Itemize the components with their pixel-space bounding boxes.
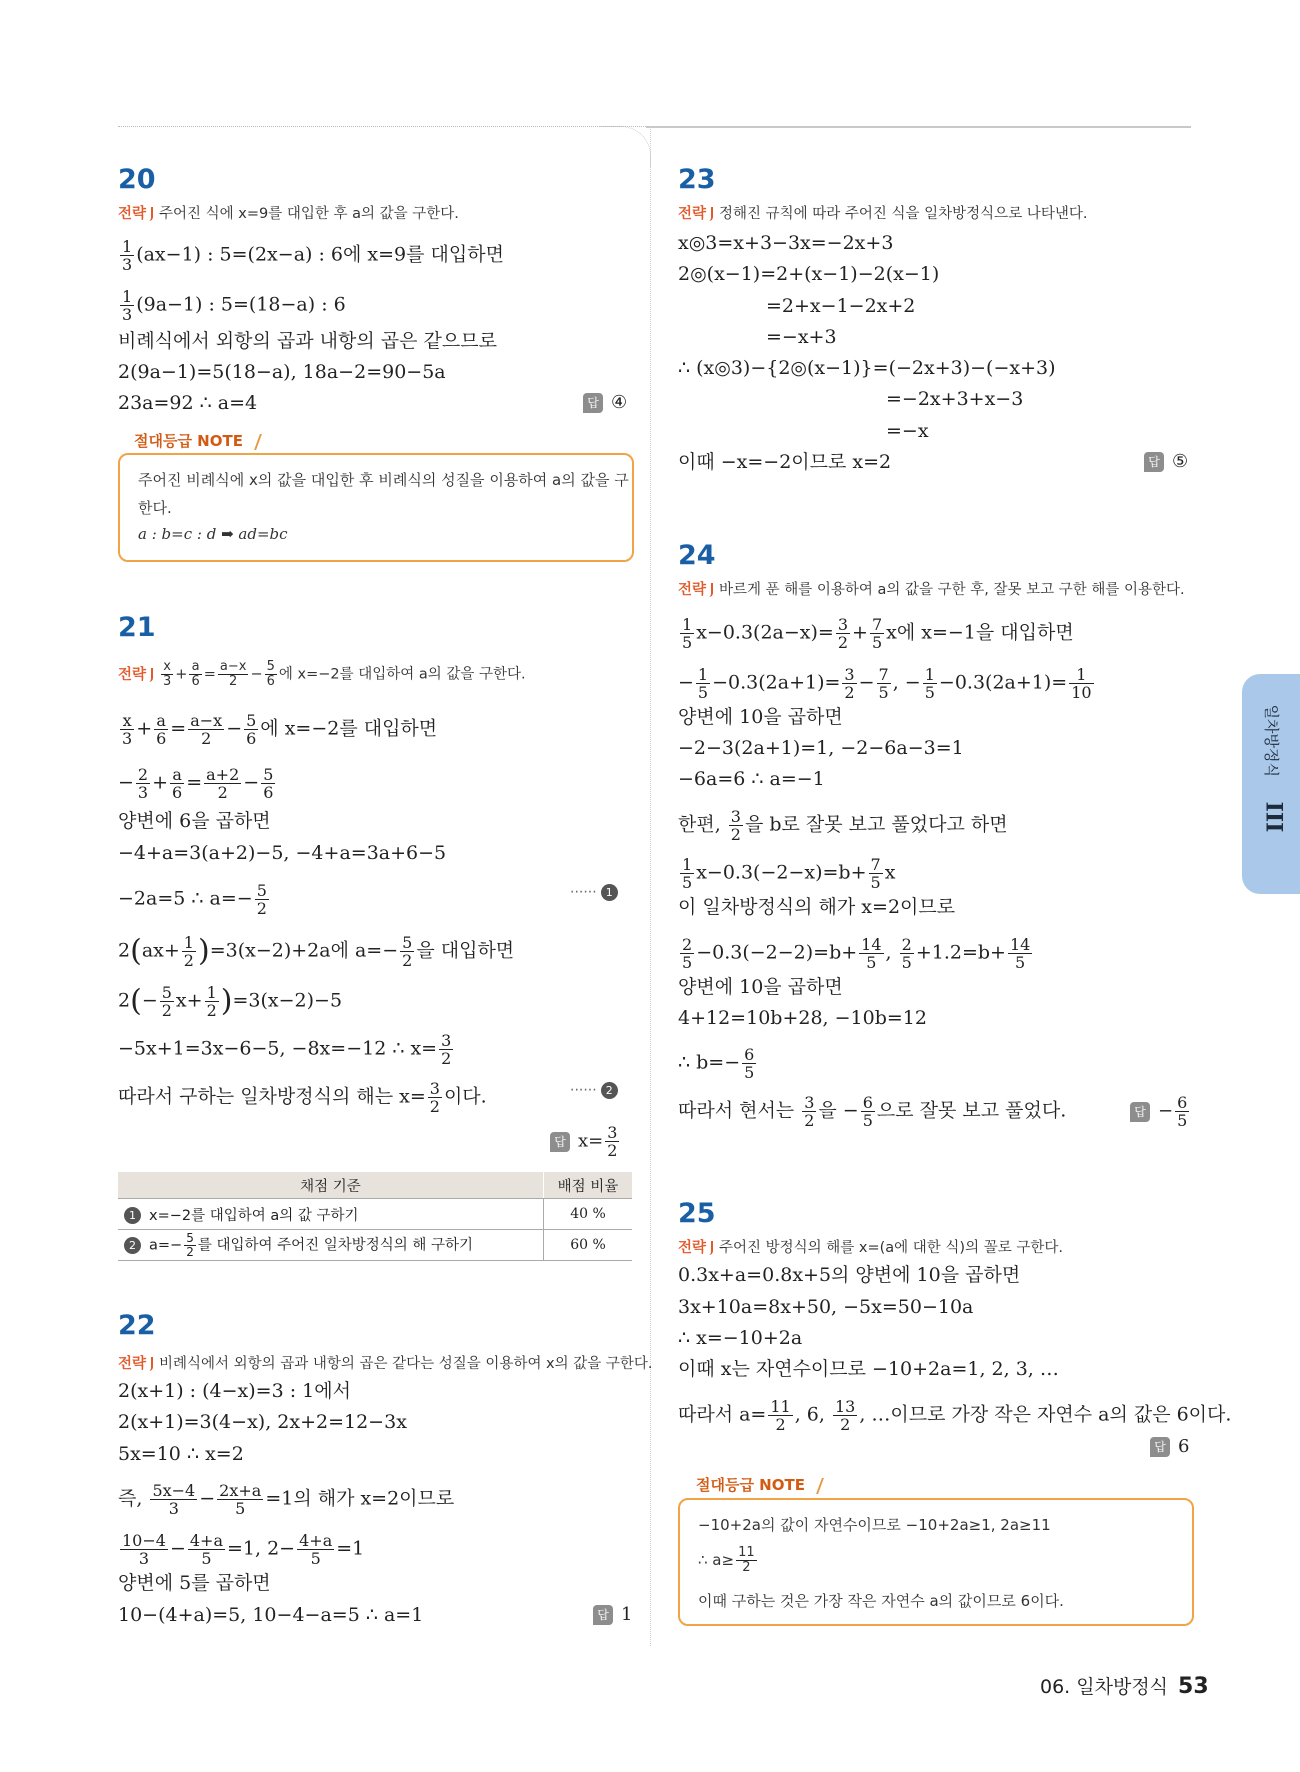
p24-answer-value: − bbox=[1158, 1100, 1174, 1122]
p22-line-4-text: =1의 해가 x=2이므로 bbox=[265, 1487, 455, 1510]
p20-line-4: 2(9a−1)=5(18−a), 18a−2=90−5a bbox=[118, 361, 446, 383]
strategy-tag: 전략 bbox=[118, 207, 153, 221]
step-1-icon: 1 bbox=[601, 884, 618, 901]
top-rule-right bbox=[646, 126, 1191, 128]
p24-line-10: 양변에 10을 곱하면 bbox=[678, 976, 843, 998]
criteria-cell: 2 a=− $\frac{5}{2}$ 를 대입하여 주어진 일차방정식의 해 구하기 bbox=[118, 1230, 544, 1261]
ratio-cell: 40 % bbox=[544, 1199, 633, 1230]
problem-22-strategy bbox=[118, 1352, 653, 1373]
column-divider bbox=[650, 126, 652, 1646]
problem-20-strategy bbox=[118, 202, 459, 223]
p25-answer bbox=[1150, 1436, 1189, 1457]
strategy-text: 에 x=−2를 대입하여 a의 값을 구한다. bbox=[278, 666, 526, 683]
p20-line-2-text: (9a−1) : 5=(18−a) : 6 bbox=[136, 293, 346, 316]
problem-22-number: 22 bbox=[118, 1310, 156, 1341]
side-tab-roman: III bbox=[1260, 801, 1287, 833]
p24-line-2: − $\frac{1}{5}$ −0.3(2a+1)= $\frac{3}{2}$ − $\frac{7}{5}$ , − $\frac{1}{5}$ −0.3(2a+1)= $\frac{1}{10}$ bbox=[678, 665, 1092, 702]
p25-line-5-text-a: 따라서 a= bbox=[678, 1403, 767, 1426]
p23-line-5: ∴ (x◎3)−{2◎(x−1)}=(−2x+3)−(−x+3) bbox=[678, 357, 1056, 379]
p21-line-5: −2a=5 ∴ a=− $\frac{5}{2}$ bbox=[118, 881, 267, 918]
p22-line-6: 양변에 5를 곱하면 bbox=[118, 1572, 271, 1594]
p24-line-13-text-a: 따라서 현서는 bbox=[678, 1099, 795, 1122]
strategy-tag: 전략 bbox=[678, 1241, 713, 1255]
p21-line-9: 따라서 구하는 일차방정식의 해는 x= $\frac{3}{2}$ 이다. bbox=[118, 1079, 487, 1116]
p24-line-13-text-c: 으로 잘못 보고 풀었다. bbox=[876, 1099, 1067, 1122]
p21-line-1-text: 에 x=−2를 대입하면 bbox=[260, 717, 438, 740]
p25-line-4: 이때 x는 자연수이므로 −10+2a=1, 2, 3, … bbox=[678, 1358, 1059, 1380]
p22-answer bbox=[593, 1604, 632, 1625]
p24-line-3: 양변에 10을 곱하면 bbox=[678, 706, 843, 728]
criteria-cell: 1 x=−2를 대입하여 a의 값 구하기 bbox=[118, 1199, 544, 1230]
scoring-table-header bbox=[118, 1172, 632, 1199]
p24-line-6: 한편, $\frac{3}{2}$ 을 b로 잘못 보고 풀었다고 하면 bbox=[678, 807, 1008, 844]
chapter-side-tab bbox=[1242, 674, 1300, 894]
p20-note-title: 절대등급 NOTE bbox=[134, 430, 259, 451]
p22-line-3: 5x=10 ∴ x=2 bbox=[118, 1443, 244, 1465]
answer-icon: 답 bbox=[550, 1132, 570, 1152]
p20-answer bbox=[583, 392, 627, 413]
p23-line-8: 이때 −x=−2이므로 x=2 bbox=[678, 451, 892, 473]
p24-line-8: 이 일차방정식의 해가 x=2이므로 bbox=[678, 896, 956, 918]
p25-note-line-2-text: ∴ a≥ bbox=[698, 1551, 735, 1569]
strategy-text: 바르게 푼 해를 이용하여 a의 값을 구한 후, 잘못 보고 구한 해를 이용한다. bbox=[719, 582, 1185, 598]
p21-line-5-text: −2a=5 ∴ a=− bbox=[118, 887, 253, 910]
problem-24-strategy bbox=[678, 578, 1185, 599]
answer-icon: 답 bbox=[583, 393, 603, 413]
p23-line-4: =−x+3 bbox=[766, 326, 837, 348]
p20-note-box bbox=[118, 453, 634, 562]
p25-line-1: 0.3x+a=0.8x+5의 양변에 10을 곱하면 bbox=[678, 1264, 1021, 1286]
page-number: 53 bbox=[1178, 1674, 1209, 1699]
p21-line-7-text: =3(x−2)−5 bbox=[232, 989, 343, 1012]
problem-21-strategy: 전략 $\frac{x}{3}$ + $\frac{a}{6}$ = $\frac{a-x}{2}$ − $\frac{5}{6}$ 에 x=−2를 대입하여 a의 값을 구한다. bbox=[118, 659, 526, 689]
p22-line-5: $\frac{10-4}{3}$ − $\frac{4+a}{5}$ =1, 2− $\frac{4+a}{5}$ =1 bbox=[122, 1531, 365, 1568]
answer-icon: 답 bbox=[1130, 1102, 1150, 1122]
answer-icon: 답 bbox=[1150, 1437, 1170, 1457]
p24-line-7: $\frac{1}{5}$ x−0.3(−2−x)=b+ $\frac{7}{5}$ x bbox=[682, 855, 896, 892]
p23-line-1: x◎3=x+3−3x=−2x+3 bbox=[678, 232, 894, 254]
p21-marker-1: ······ 1 bbox=[570, 884, 618, 901]
p23-answer bbox=[1144, 451, 1188, 472]
top-rule-left bbox=[118, 126, 650, 127]
p24-line-6-text-a: 한편, bbox=[678, 813, 721, 836]
strategy-text: 주어진 식에 x=9를 대입한 후 a의 값을 구한다. bbox=[159, 206, 459, 222]
p20-note-line-2: 한다. bbox=[138, 499, 172, 517]
p21-line-7: 2(− $\frac{5}{2}$ x+ $\frac{1}{2}$ )=3(x−2)−5 bbox=[118, 983, 343, 1020]
p22-line-7: 10−(4+a)=5, 10−4−a=5 ∴ a=1 bbox=[118, 1604, 424, 1626]
step-2-icon: 2 bbox=[601, 1082, 618, 1099]
scoring-table bbox=[118, 1172, 632, 1261]
p23-line-6: =−2x+3+x−3 bbox=[886, 388, 1024, 410]
p24-line-4: −2−3(2a+1)=1, −2−6a−3=1 bbox=[678, 737, 964, 759]
criteria-header: 채점 기준 bbox=[118, 1172, 544, 1199]
p20-line-5: 23a=92 ∴ a=4 bbox=[118, 392, 258, 414]
side-tab-label: 일차방정식 bbox=[1262, 704, 1281, 777]
table-row bbox=[118, 1230, 632, 1261]
p22-answer-value: 1 bbox=[621, 1604, 633, 1625]
p21-line-9-text-b: 이다. bbox=[443, 1085, 487, 1108]
p24-line-12: ∴ b=− $\frac{6}{5}$ bbox=[678, 1045, 755, 1082]
p24-line-6-text-b: 을 b로 잘못 보고 풀었다고 하면 bbox=[744, 813, 1008, 836]
p23-line-3: =2+x−1−2x+2 bbox=[766, 295, 916, 317]
problem-25-number: 25 bbox=[678, 1198, 716, 1229]
strategy-tag: 전략 bbox=[678, 207, 713, 221]
p21-line-6: 2(ax+ $\frac{1}{2}$ )=3(x−2)+2a에 a=− $\frac{5}{2}$ 을 대입하면 bbox=[118, 933, 515, 970]
p21-line-4: −4+a=3(a+2)−5, −4+a=3a+6−5 bbox=[118, 842, 447, 864]
p24-line-13: 따라서 현서는 $\frac{3}{2}$ 을 − $\frac{6}{5}$ 으로 잘못 보고 풀었다. bbox=[678, 1093, 1067, 1130]
p21-answer: 답 x= $\frac{3}{2}$ bbox=[550, 1124, 621, 1159]
column-divider-curve bbox=[600, 126, 651, 167]
problem-24-number: 24 bbox=[678, 540, 716, 571]
page-footer bbox=[1040, 1672, 1209, 1699]
p21-line-1: $\frac{x}{3}$ + $\frac{a}{6}$ = $\frac{a-x}{2}$ − $\frac{5}{6}$ 에 x=−2를 대입하면 bbox=[122, 711, 438, 748]
p25-note-title: 절대등급 NOTE bbox=[696, 1474, 821, 1495]
ratio-cell: 60 % bbox=[544, 1230, 633, 1261]
p21-line-3: 양변에 6을 곱하면 bbox=[118, 810, 271, 832]
ratio-header: 배점 비율 bbox=[544, 1172, 633, 1199]
p21-answer-value: x= bbox=[578, 1130, 604, 1152]
answer-icon: 답 bbox=[1144, 452, 1164, 472]
p25-note-box bbox=[678, 1498, 1194, 1626]
strategy-text: 비례식에서 외항의 곱과 내항의 곱은 같다는 성질을 이용하여 x의 값을 구한다. bbox=[159, 1356, 653, 1372]
problem-25-strategy bbox=[678, 1236, 1063, 1257]
p25-line-5-text-c: , …이므로 가장 작은 자연수 a의 값은 6이다. bbox=[859, 1403, 1232, 1426]
problem-20-number: 20 bbox=[118, 164, 156, 195]
p23-line-2: 2◎(x−1)=2+(x−1)−2(x−1) bbox=[678, 263, 940, 285]
criteria-1-text: x=−2를 대입하여 a의 값 구하기 bbox=[149, 1207, 359, 1224]
problem-23-strategy bbox=[678, 202, 1087, 223]
p20-line-1-text: (ax−1) : 5=(2x−a) : 6에 x=9를 대입하면 bbox=[136, 243, 504, 266]
answer-icon: 답 bbox=[593, 1605, 613, 1625]
problem-21-number: 21 bbox=[118, 612, 156, 643]
p20-line-2: $\frac{1}{3}$ (9a−1) : 5=(18−a) : 6 bbox=[122, 287, 346, 324]
p20-note-line-1: 주어진 비례식에 x의 값을 대입한 후 비례식의 성질을 이용하여 a의 값을 구 bbox=[138, 471, 629, 489]
strategy-text: 주어진 방정식의 해를 x=(a에 대한 식)의 꼴로 구한다. bbox=[719, 1240, 1063, 1256]
p22-line-4: 즉, $\frac{5x-4}{3}$ − $\frac{2x+a}{5}$ =1의 해가 x=2이므로 bbox=[118, 1481, 455, 1518]
criteria-2-text: 를 대입하여 주어진 일차방정식의 해 구하기 bbox=[197, 1237, 473, 1253]
p24-line-12-text: ∴ b=− bbox=[678, 1051, 741, 1074]
p25-line-2: 3x+10a=8x+50, −5x=50−10a bbox=[678, 1296, 974, 1318]
p25-answer-value: 6 bbox=[1178, 1436, 1190, 1457]
p24-line-5: −6a=6 ∴ a=−1 bbox=[678, 768, 825, 790]
strategy-tag: 전략 bbox=[118, 1357, 153, 1371]
p20-line-3: 비례식에서 외항의 곱과 내항의 곱은 같으므로 bbox=[118, 330, 497, 352]
p23-line-7: =−x bbox=[886, 420, 929, 442]
p22-line-1: 2(x+1) : (4−x)=3 : 1에서 bbox=[118, 1380, 351, 1402]
p25-note-line-3: 이때 구하는 것은 가장 작은 자연수 a의 값이므로 6이다. bbox=[698, 1592, 1064, 1610]
strategy-tag: 전략 bbox=[678, 583, 713, 597]
p24-line-13-text-b: 을 − bbox=[818, 1099, 859, 1122]
strategy-tag: 전략 bbox=[118, 668, 153, 682]
p24-answer: 답 − $\frac{6}{5}$ bbox=[1130, 1094, 1191, 1129]
p21-line-8-text: −5x+1=3x−6−5, −8x=−12 ∴ x= bbox=[118, 1037, 438, 1060]
p24-line-9: $\frac{2}{5}$ −0.3(−2−2)=b+ $\frac{14}{5}$ , $\frac{2}{5}$ +1.2=b+ $\frac{14}{5}$ bbox=[682, 935, 1031, 972]
strategy-text: 정해진 규칙에 따라 주어진 식을 일차방정식으로 나타낸다. bbox=[719, 206, 1088, 222]
problem-23-number: 23 bbox=[678, 164, 716, 195]
p24-line-11: 4+12=10b+28, −10b=12 bbox=[678, 1007, 927, 1029]
p24-line-1: $\frac{1}{5}$ x−0.3(2a−x)= $\frac{3}{2}$ + $\frac{7}{5}$ x에 x=−1을 대입하면 bbox=[682, 615, 1074, 652]
p25-note-line-1: −10+2a의 값이 자연수이므로 −10+2a≥1, 2a≥11 bbox=[698, 1516, 1051, 1534]
p25-line-3: ∴ x=−10+2a bbox=[678, 1327, 803, 1349]
p21-marker-2: ······ 2 bbox=[570, 1082, 618, 1099]
p25-line-5-text-b: , 6, bbox=[794, 1403, 825, 1426]
footer-chapter: 06. 일차방정식 bbox=[1040, 1676, 1169, 1698]
p21-line-8: −5x+1=3x−6−5, −8x=−12 ∴ x= $\frac{3}{2}$ bbox=[118, 1031, 452, 1068]
p20-answer-value: ④ bbox=[611, 392, 628, 413]
p21-line-9-text-a: 따라서 구하는 일차방정식의 해는 x= bbox=[118, 1085, 426, 1108]
p23-answer-value: ⑤ bbox=[1172, 451, 1189, 472]
p25-note-line-2: ∴ a≥ $\frac{11}{2}$ bbox=[698, 1545, 755, 1575]
p20-line-1: $\frac{1}{3}$ (ax−1) : 5=(2x−a) : 6에 x=9를 대입하면 bbox=[122, 237, 504, 274]
p21-line-6-text: 을 대입하면 bbox=[416, 939, 515, 962]
table-row bbox=[118, 1199, 632, 1230]
p25-line-5: 따라서 a= $\frac{11}{2}$ , 6, $\frac{13}{2}$ , …이므로 가장 작은 자연수 a의 값은 6이다. bbox=[678, 1397, 1232, 1434]
p21-line-2: − $\frac{2}{3}$ + $\frac{a}{6}$ = $\frac{a+2}{2}$ − $\frac{5}{6}$ bbox=[118, 765, 274, 802]
p22-line-2: 2(x+1)=3(4−x), 2x+2=12−3x bbox=[118, 1411, 407, 1433]
p20-note-line-3: a : b=c : d ➡ ad=bc bbox=[138, 525, 288, 543]
